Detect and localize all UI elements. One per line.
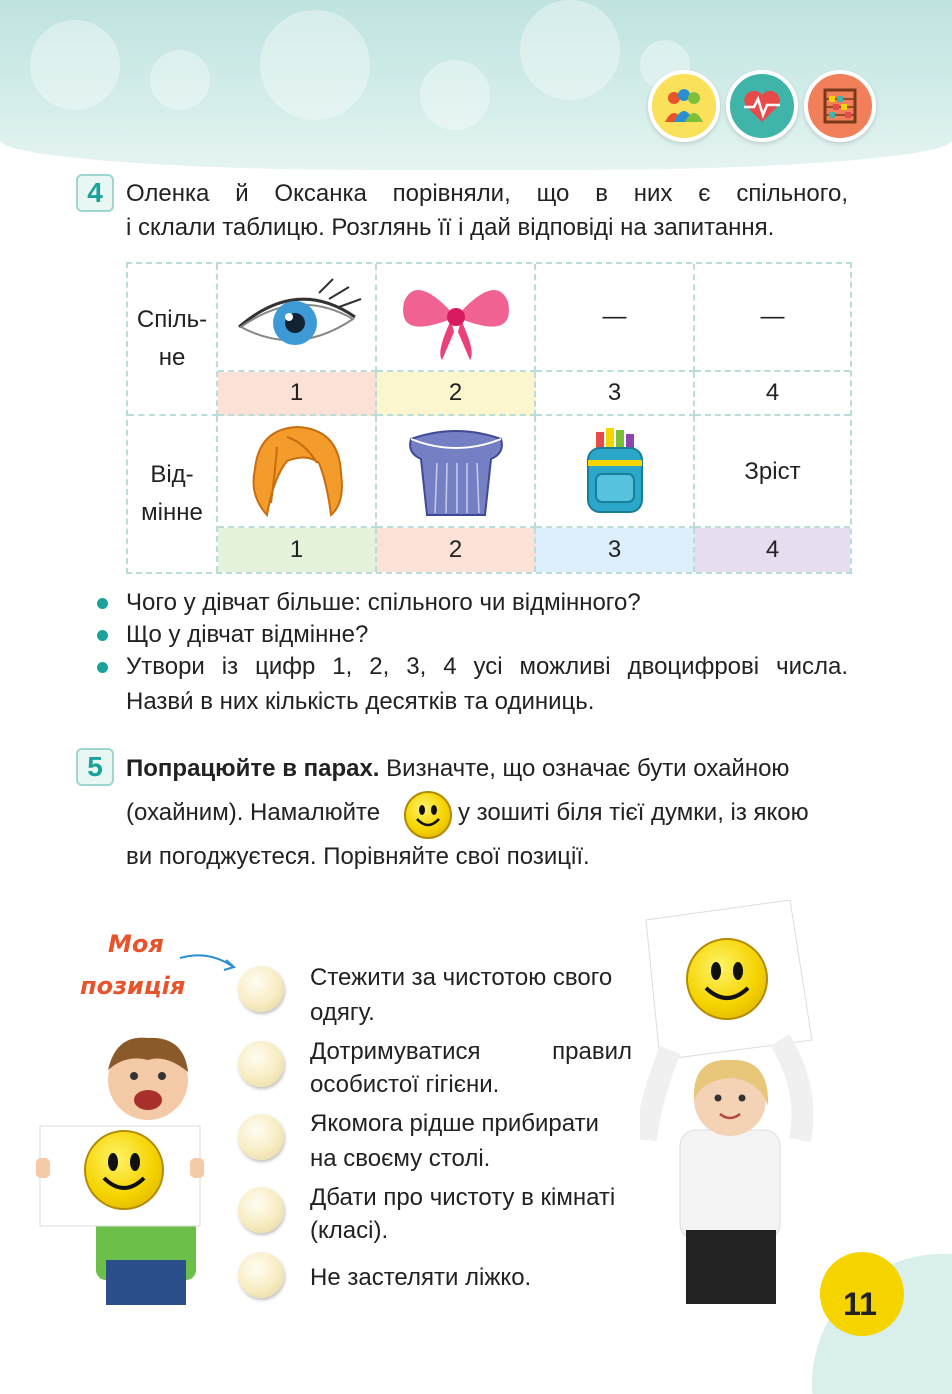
task-number-4: 4 [76,174,114,212]
question-2: Що у дівчат відмінне? [126,621,369,648]
statement-1-line1: Стежити за чистотою свого [310,964,613,991]
different-num-1: 1 [218,528,377,572]
statement-2-line1: Дотримуватися правил [310,1038,632,1065]
common-num-4: 4 [695,372,850,416]
backpack-icon [580,426,650,516]
task4-line2: і склали таблицю. Розглянь її і дай відповіді на запитання. [126,214,775,241]
statement-1-line2: одягу. [310,999,375,1026]
different-num-4: 4 [695,528,850,572]
question-3-line2: Назви́ в них кількість десятків та одиниць. [126,688,595,715]
task4-line1: Оленка й Оксанка порівняли, що в них є спільного, [126,180,848,207]
task5-line3: ви погоджуєтеся. Порівняйте свої позиції. [126,843,590,870]
comparison-table [126,262,852,574]
statement-4-line2: (класі). [310,1217,389,1244]
smiley-icon [404,791,452,839]
different-num-3: 3 [536,528,695,572]
cell-dash-4: — [695,264,850,372]
arrow-icon [178,950,242,976]
row-label-different-b: мінне [141,499,203,526]
cell-eye [218,264,377,372]
question-1: Чого у дівчат більше: спільного чи відмінного? [126,589,641,616]
abacus-icon [804,70,876,142]
cell-height: Зріст [695,416,850,528]
common-num-3: 3 [536,372,695,416]
cell-dash-3: — [536,264,695,372]
my-position-label-b: позиція [80,972,186,1000]
answer-circle-2[interactable] [238,1041,284,1087]
people-icon [648,70,720,142]
bullet-2 [97,630,108,641]
answer-circle-3[interactable] [238,1114,284,1160]
answer-circle-1[interactable] [238,966,284,1012]
eye-icon [229,277,365,357]
statement-4-line1: Дбати про чистоту в кімнаті [310,1184,616,1211]
row-label-common-b: не [158,344,186,371]
answer-circle-4[interactable] [238,1187,284,1233]
bullet-3 [97,662,108,673]
statement-2-line2: особистої гігієни. [310,1071,500,1098]
bullet-1 [97,598,108,609]
heart-pulse-icon [726,70,798,142]
task5-line2-b: у зошиті біля тієї думки, із якою [458,799,809,826]
page-number: 11 [843,1286,877,1322]
cell-blouse [377,416,536,528]
task5-line1 [126,751,866,787]
common-num-1: 1 [218,372,377,416]
girl-sign-smiley-icon [686,938,768,1020]
boy-sign-smiley-icon [84,1130,164,1210]
task-number-5: 5 [76,748,114,786]
question-3-line1: Утвори із цифр 1, 2, 3, 4 усі можливі двоцифрові числа. [126,653,848,680]
cell-hair [218,416,377,528]
common-num-2: 2 [377,372,536,416]
statement-3-line2: на своєму столі. [310,1145,491,1172]
row-label-common [128,264,218,416]
row-label-different-a: Від- [150,461,194,488]
task5-bold-intro: Попрацюйте в парах. [126,755,380,782]
bow-icon [396,272,516,362]
cell-backpack [536,416,695,528]
statement-5: Не застеляти ліжко. [310,1264,532,1291]
task5-line2-a: (охайним). Намалюйте [126,799,381,826]
statement-3-line1: Якомога рідше прибирати [310,1110,599,1137]
row-label-different [128,416,218,572]
my-position-label-a: Моя [108,930,164,958]
answer-circle-5[interactable] [238,1252,284,1298]
cell-bow [377,264,536,372]
different-num-2: 2 [377,528,536,572]
task5-line1-rest: Визначте, що означає бути охайною [379,755,790,782]
hair-icon [247,423,347,519]
row-label-common-a: Спіль- [136,306,208,333]
blouse-icon [401,423,511,519]
